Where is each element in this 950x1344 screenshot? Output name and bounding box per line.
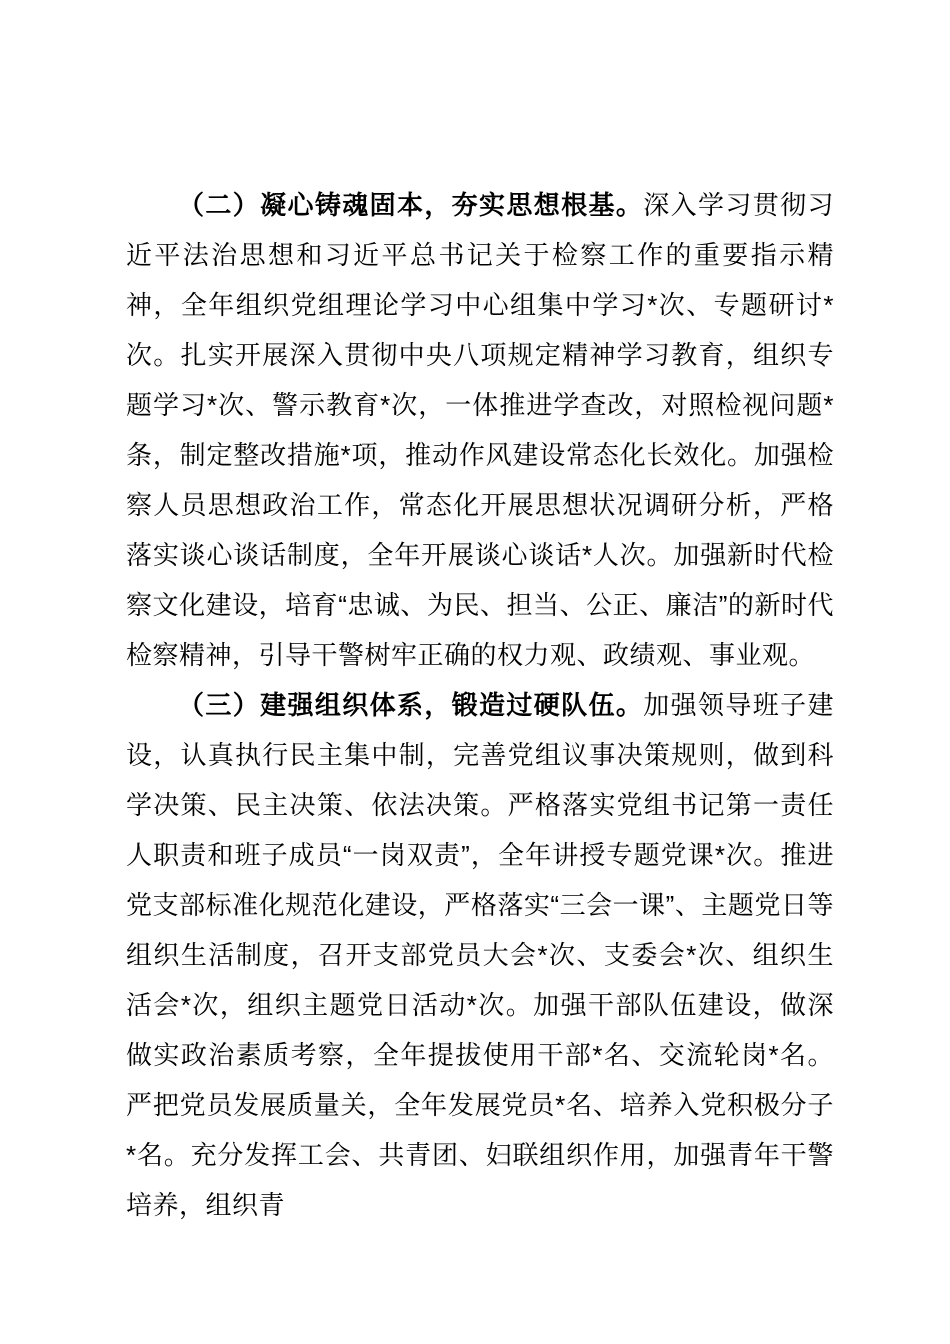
paragraph-section-2-heading: （二）凝心铸魂固本，夯实思想根基。 — [178, 190, 644, 220]
paragraph-section-3-body: 加强领导班子建设，认真执行民主集中制，完善党组议事决策规则，做到科学决策、民主决策、依法决策。严格落实党组书记第一责任人职责和班子成员“一岗双责”，全年讲授专题党课*次。推进党支部标准化规范化建设，严格落实“三会一课”、主题党日等组织生活制度，召开支部党员大会*次、支委会*次、组织生活会*次，组织主题党日活动*次。加强干部队伍建设，做深做实政治素质考察，全年提拔使用干部*名、交流轮岗*名。严把党员发展质量关，全年发展党员*名、培养入党积极分子*名。充分发挥工会、共青团、妇联组织作用，加强青年干警培养，组织青 — [126, 690, 834, 1220]
paragraph-section-3-heading: （三）建强组织体系，锻造过硬队伍。 — [178, 690, 644, 720]
paragraph-section-2 — [126, 180, 834, 680]
paragraph-section-2-body: 深入学习贯彻习近平法治思想和习近平总书记关于检察工作的重要指示精神，全年组织党组理论学习中心组集中学习*次、专题研讨*次。扎实开展深入贯彻中央八项规定精神学习教育，组织专题学习*次、警示教育*次，一体推进学查改，对照检视问题*条，制定整改措施*项，推动作风建设常态化长效化。加强检察人员思想政治工作，常态化开展思想状况调研分析，严格落实谈心谈话制度，全年开展谈心谈话*人次。加强新时代检察文化建设，培育“忠诚、为民、担当、公正、廉洁”的新时代检察精神，引导干警树牢正确的权力观、政绩观、事业观。 — [126, 190, 834, 670]
paragraph-section-3 — [126, 680, 834, 1230]
